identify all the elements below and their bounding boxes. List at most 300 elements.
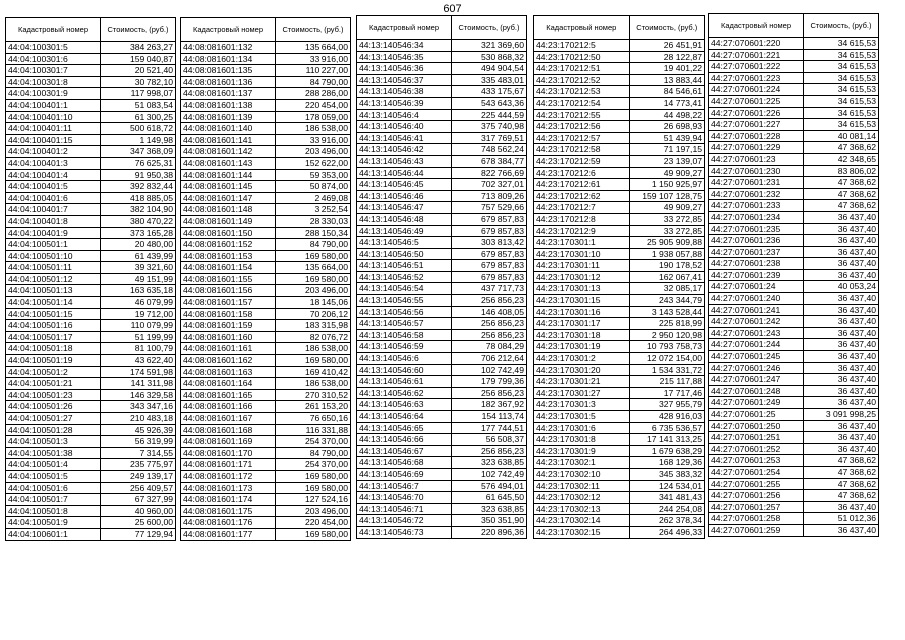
table-row [534,364,705,376]
table-row [6,157,176,169]
cadastral-number-cell: 44:13:140546:66 [357,434,452,446]
cadastral-number-cell: 44:27:070601:236 [709,235,804,247]
cadastral-table-1 [5,17,176,541]
cost-cell: 34 615,53 [804,61,879,73]
cost-cell: 225 818,99 [629,318,704,330]
cost-cell: 47 368,62 [804,142,879,154]
cost-cell: 225 444,59 [452,109,527,121]
cadastral-number-cell: 44:08:081601:154 [181,262,276,274]
cadastral-number-cell: 44:13:140546:57 [357,318,452,330]
table-row [534,190,705,202]
table-row [6,53,176,65]
cadastral-number-cell: 44:04:100501:13 [6,285,101,297]
cadastral-number-cell: 44:27:070601:222 [709,61,804,73]
cost-cell: 91 950,38 [101,169,176,181]
cost-cell: 36 437,40 [804,223,879,235]
table-row [6,227,176,239]
cost-cell: 264 496,33 [629,526,704,538]
cadastral-number-cell: 44:27:070601:249 [709,397,804,409]
table-row [357,51,527,63]
cadastral-number-cell: 44:08:081601:175 [181,505,276,517]
cost-cell: 83 806,02 [804,165,879,177]
cadastral-number-cell: 44:27:070601:243 [709,327,804,339]
cost-cell: 117 998,07 [101,88,176,100]
cost-cell: 36 437,40 [804,351,879,363]
table-row [181,459,351,471]
table-row [534,399,705,411]
table-row [534,306,705,318]
table-row [534,457,705,469]
table-row [6,331,176,343]
header-cadastral-number: Кадастровый номер [709,14,804,38]
cadastral-number-cell: 44:13:140546:40 [357,121,452,133]
table-row [181,355,351,367]
table-row [709,501,879,513]
cost-cell: 47 368,62 [804,188,879,200]
cadastral-number-cell: 44:23:170301:18 [534,329,630,341]
cadastral-number-cell: 44:27:070601:258 [709,513,804,525]
cadastral-number-cell: 44:27:070601:253 [709,455,804,467]
cost-cell: 36 437,40 [804,397,879,409]
table-row [709,397,879,409]
cadastral-number-cell: 44:04:100501:4 [6,459,101,471]
table-row [534,445,705,457]
cost-cell: 33 272,85 [629,225,704,237]
cost-cell: 84 790,00 [276,239,351,251]
cost-cell: 23 139,07 [629,155,704,167]
cadastral-number-cell: 44:08:081601:144 [181,169,276,181]
cadastral-number-cell: 44:27:070601:228 [709,130,804,142]
cadastral-number-cell: 44:08:081601:172 [181,470,276,482]
cadastral-number-cell: 44:13:140546:45 [357,179,452,191]
cadastral-number-cell: 44:27:070601:257 [709,501,804,513]
cadastral-number-cell: 44:23:170301:5 [534,411,630,423]
cost-cell: 59 353,00 [276,169,351,181]
cost-cell: 127 524,16 [276,494,351,506]
cadastral-number-cell: 44:04:100401:15 [6,134,101,146]
table-row [6,111,176,123]
cost-cell: 135 664,00 [276,262,351,274]
cadastral-number-cell: 44:13:140546:52 [357,271,452,283]
cadastral-number-cell: 44:04:100501:16 [6,320,101,332]
cadastral-number-cell: 44:08:081601:165 [181,389,276,401]
cadastral-number-cell: 44:13:140546:59 [357,341,452,353]
table-row [709,293,879,305]
header-cadastral-number: Кадастровый номер [6,18,101,42]
table-row [181,181,351,193]
cadastral-number-cell: 44:27:070601:252 [709,443,804,455]
table-row [357,121,527,133]
table-row [181,123,351,135]
cadastral-number-cell: 44:13:140546:54 [357,283,452,295]
cadastral-number-cell: 44:08:081601:160 [181,331,276,343]
cost-cell: 116 331,88 [276,424,351,436]
cost-cell: 49 909,27 [629,202,704,214]
cadastral-number-cell: 44:27:070601:224 [709,84,804,96]
cadastral-number-cell: 44:23:170301:15 [534,295,630,307]
cadastral-number-cell: 44:23:170301:2 [534,353,630,365]
cadastral-number-cell: 44:23:170302:14 [534,515,630,527]
cost-cell: 256 856,23 [452,445,527,457]
table-row [181,146,351,158]
cadastral-number-cell: 44:08:081601:147 [181,192,276,204]
cadastral-number-cell: 44:27:070601:250 [709,420,804,432]
cost-cell: 384 263,27 [101,42,176,54]
cost-cell: 679 857,83 [452,248,527,260]
table-row [709,490,879,502]
cost-cell: 51 083,54 [101,99,176,111]
table-row [6,285,176,297]
table-row [709,49,879,61]
cadastral-number-cell: 44:04:100601:1 [6,528,101,540]
cadastral-number-cell: 44:04:100301:8 [6,76,101,88]
table-row [6,99,176,111]
table-row [357,225,527,237]
table-row [534,225,705,237]
cost-cell: 51 012,36 [804,513,879,525]
cost-cell: 135 664,00 [276,42,351,54]
cadastral-number-cell: 44:13:140546:62 [357,387,452,399]
cadastral-number-cell: 44:04:100501:11 [6,262,101,274]
cadastral-number-cell: 44:08:081601:171 [181,459,276,471]
cadastral-table-5 [708,13,879,537]
cadastral-number-cell: 44:04:100501:19 [6,355,101,367]
table-row [181,517,351,529]
cadastral-number-cell: 44:23:170212:8 [534,213,630,225]
cadastral-number-cell: 44:23:170301:3 [534,399,630,411]
cadastral-number-cell: 44:13:140546:67 [357,445,452,457]
table-row [6,528,176,540]
cost-cell: 169 580,00 [276,355,351,367]
table-row [534,40,705,52]
cost-cell: 169 580,00 [276,528,351,540]
cost-cell: 345 383,32 [629,468,704,480]
table-row [357,144,527,156]
table-row [181,505,351,517]
cost-cell: 203 496,00 [276,285,351,297]
cost-cell: 169 580,00 [276,470,351,482]
cost-cell: 159 040,87 [101,53,176,65]
table-row [534,132,705,144]
cost-cell: 186 538,00 [276,343,351,355]
cost-cell: 77 129,94 [101,528,176,540]
table-row [181,494,351,506]
cost-cell: 26 698,93 [629,121,704,133]
table-row [357,353,527,365]
cost-cell: 428 916,03 [629,411,704,423]
table-row [709,119,879,131]
cadastral-number-cell: 44:08:081601:159 [181,320,276,332]
table-row [534,167,705,179]
cost-cell: 36 437,40 [804,524,879,536]
cadastral-number-cell: 44:04:100401:11 [6,123,101,135]
cadastral-number-cell: 44:27:070601:238 [709,258,804,270]
cadastral-number-cell: 44:27:070601:242 [709,316,804,328]
cadastral-number-cell: 44:04:100501:9 [6,517,101,529]
cost-cell: 43 622,40 [101,355,176,367]
cost-cell: 20 521,40 [101,65,176,77]
cost-cell: 40 960,00 [101,505,176,517]
cost-cell: 124 534,01 [629,480,704,492]
table-row [357,376,527,388]
cadastral-number-cell: 44:23:170302:12 [534,492,630,504]
cost-cell: 146 329,58 [101,389,176,401]
cost-cell: 14 773,41 [629,97,704,109]
cost-cell: 530 868,32 [452,51,527,63]
cadastral-number-cell: 44:13:140546:73 [357,526,452,538]
cost-cell: 42 348,65 [804,153,879,165]
cadastral-number-cell: 44:27:070601:233 [709,200,804,212]
cadastral-number-cell: 44:04:100401:5 [6,181,101,193]
table-row [357,167,527,179]
cadastral-number-cell: 44:27:070601:227 [709,119,804,131]
cadastral-number-cell: 44:04:100501:14 [6,297,101,309]
table-row [6,65,176,77]
table-row [709,84,879,96]
table-row [534,283,705,295]
cost-cell: 822 766,69 [452,167,527,179]
cost-cell: 321 369,60 [452,40,527,52]
cadastral-number-cell: 44:13:140546:48 [357,213,452,225]
cadastral-number-cell: 44:04:100501:18 [6,343,101,355]
table-row [181,239,351,251]
cost-cell: 169 580,00 [276,273,351,285]
cadastral-number-cell: 44:13:140546:46 [357,190,452,202]
cost-cell: 39 321,60 [101,262,176,274]
cost-cell: 34 615,53 [804,49,879,61]
table-row [181,262,351,274]
table-row [709,165,879,177]
table-row [181,528,351,540]
cadastral-number-cell: 44:04:100501:5 [6,470,101,482]
table-row [357,341,527,353]
cadastral-number-cell: 44:08:081601:161 [181,343,276,355]
cost-cell: 174 591,98 [101,366,176,378]
table-row [709,409,879,421]
cadastral-number-cell: 44:23:170212:52 [534,74,630,86]
cost-cell: 270 310,52 [276,389,351,401]
table-row [709,524,879,536]
table-row [357,132,527,144]
table-row [357,492,527,504]
cadastral-number-cell: 44:23:170301:16 [534,306,630,318]
cadastral-number-cell: 44:27:070601:235 [709,223,804,235]
table-row [709,142,879,154]
table-row [534,63,705,75]
cadastral-number-cell: 44:27:070601:220 [709,38,804,50]
cadastral-number-cell: 44:27:070601:239 [709,269,804,281]
table-row [6,297,176,309]
cost-cell: 168 129,36 [629,457,704,469]
table-row [6,436,176,448]
table-row [6,192,176,204]
table-row [6,505,176,517]
cost-cell: 1 149,98 [101,134,176,146]
cost-cell: 56 319,99 [101,436,176,448]
table-row [534,387,705,399]
cadastral-number-cell: 44:13:140546:56 [357,306,452,318]
table-row [357,202,527,214]
cost-cell: 1 150 925,97 [629,179,704,191]
header-cadastral-number: Кадастровый номер [181,18,276,42]
cost-cell: 36 437,40 [804,362,879,374]
cadastral-number-cell: 44:08:081601:136 [181,76,276,88]
cadastral-number-cell: 44:08:081601:173 [181,482,276,494]
cadastral-number-cell: 44:27:070601:247 [709,374,804,386]
table-row [709,200,879,212]
cadastral-number-cell: 44:08:081601:145 [181,181,276,193]
cadastral-number-cell: 44:08:081601:143 [181,157,276,169]
cadastral-number-cell: 44:08:081601:135 [181,65,276,77]
cadastral-number-cell: 44:27:070601:256 [709,490,804,502]
cost-cell: 317 769,51 [452,132,527,144]
cost-cell: 25 905 909,88 [629,237,704,249]
cadastral-number-cell: 44:08:081601:163 [181,366,276,378]
cadastral-number-cell: 44:08:081601:137 [181,88,276,100]
cost-cell: 17 141 313,25 [629,434,704,446]
cost-cell: 36 437,40 [804,501,879,513]
cadastral-number-cell: 44:23:170212:57 [534,132,630,144]
table-row [357,468,527,480]
table-row [534,109,705,121]
cadastral-number-cell: 44:08:081601:140 [181,123,276,135]
table-row [181,447,351,459]
table-row [181,320,351,332]
cadastral-number-cell: 44:04:100501:38 [6,447,101,459]
cadastral-number-cell: 44:27:070601:223 [709,72,804,84]
cadastral-number-cell: 44:23:170212:58 [534,144,630,156]
cost-cell: 6 735 536,57 [629,422,704,434]
cost-cell: 81 100,79 [101,343,176,355]
cadastral-number-cell: 44:27:070601:237 [709,246,804,258]
table-row [181,285,351,297]
table-row [6,459,176,471]
cost-cell: 254 370,00 [276,436,351,448]
cadastral-number-cell: 44:27:070601:254 [709,466,804,478]
table-row [181,413,351,425]
table-row [181,215,351,227]
cost-cell: 33 916,00 [276,134,351,146]
cadastral-number-cell: 44:27:070601:23 [709,153,804,165]
cost-cell: 36 437,40 [804,432,879,444]
cadastral-number-cell: 44:27:070601:221 [709,49,804,61]
table-row [181,227,351,239]
cadastral-number-cell: 44:08:081601:153 [181,250,276,262]
cadastral-number-cell: 44:08:081601:152 [181,239,276,251]
cost-cell: 146 408,05 [452,306,527,318]
table-row [181,482,351,494]
cost-cell: 288 286,00 [276,88,351,100]
cadastral-number-cell: 44:08:081601:166 [181,401,276,413]
cost-cell: 679 857,83 [452,260,527,272]
cadastral-number-cell: 44:08:081601:162 [181,355,276,367]
cost-cell: 20 480,00 [101,239,176,251]
cadastral-number-cell: 44:23:170212:59 [534,155,630,167]
header-cost: Стоимость, (руб.) [276,18,351,42]
cadastral-number-cell: 44:08:081601:169 [181,436,276,448]
cadastral-number-cell: 44:27:070601:248 [709,385,804,397]
table-row [709,246,879,258]
cost-cell: 375 740,98 [452,121,527,133]
cadastral-number-cell: 44:23:170212:50 [534,51,630,63]
cost-cell: 288 150,34 [276,227,351,239]
cadastral-number-cell: 44:23:170302:10 [534,468,630,480]
table-row [709,351,879,363]
cadastral-number-cell: 44:23:170212:55 [534,109,630,121]
cadastral-number-cell: 44:13:140546:34 [357,40,452,52]
header-cost: Стоимость, (руб.) [629,16,704,40]
cadastral-number-cell: 44:08:081601:157 [181,297,276,309]
cost-cell: 7 314,55 [101,447,176,459]
table-row [534,468,705,480]
cost-cell: 61 300,25 [101,111,176,123]
cadastral-number-cell: 44:13:140546:44 [357,167,452,179]
cadastral-number-cell: 44:08:081601:158 [181,308,276,320]
header-cost: Стоимость, (руб.) [101,18,176,42]
table-row [181,88,351,100]
cost-cell: 154 113,74 [452,411,527,423]
cadastral-number-cell: 44:23:170301:21 [534,376,630,388]
table-row [6,378,176,390]
table-row [709,107,879,119]
table-row [357,387,527,399]
cost-cell: 1 679 638,29 [629,445,704,457]
cadastral-number-cell: 44:13:140546:42 [357,144,452,156]
cadastral-number-cell: 44:04:100501:23 [6,389,101,401]
cadastral-number-cell: 44:23:170301:19 [534,341,630,353]
table-row [709,513,879,525]
cadastral-number-cell: 44:23:170301:1 [534,237,630,249]
table-row [181,192,351,204]
cadastral-number-cell: 44:23:170212:7 [534,202,630,214]
cadastral-number-cell: 44:23:170212:56 [534,121,630,133]
cadastral-number-cell: 44:23:170301:6 [534,422,630,434]
table-row [709,188,879,200]
table-row [534,202,705,214]
table-row [181,343,351,355]
cost-cell: 256 856,23 [452,295,527,307]
cost-cell: 19 401,22 [629,63,704,75]
cost-cell: 702 327,01 [452,179,527,191]
cadastral-number-cell: 44:13:140546:72 [357,515,452,527]
cadastral-number-cell: 44:04:100401:9 [6,227,101,239]
table-row [534,260,705,272]
table-row [181,401,351,413]
cost-cell: 323 638,85 [452,457,527,469]
cost-cell: 2 950 120,98 [629,329,704,341]
table-row [534,144,705,156]
cost-cell: 47 368,62 [804,466,879,478]
cost-cell: 19 712,00 [101,308,176,320]
cost-cell: 433 175,67 [452,86,527,98]
table-row [6,389,176,401]
cost-cell: 169 580,00 [276,482,351,494]
cadastral-number-cell: 44:23:170302:13 [534,503,630,515]
cadastral-number-cell: 44:08:081601:168 [181,424,276,436]
cost-cell: 32 085,17 [629,283,704,295]
cost-cell: 186 538,00 [276,378,351,390]
cadastral-number-cell: 44:13:140546:58 [357,329,452,341]
cadastral-number-cell: 44:23:170301:11 [534,260,630,272]
table-row [357,271,527,283]
cost-cell: 36 437,40 [804,327,879,339]
cadastral-number-cell: 44:27:070601:24 [709,281,804,293]
cadastral-number-cell: 44:13:140546:63 [357,399,452,411]
table-row [181,331,351,343]
cost-cell: 78 084,29 [452,341,527,353]
cost-cell: 17 717,46 [629,387,704,399]
cadastral-number-cell: 44:08:081601:148 [181,204,276,216]
